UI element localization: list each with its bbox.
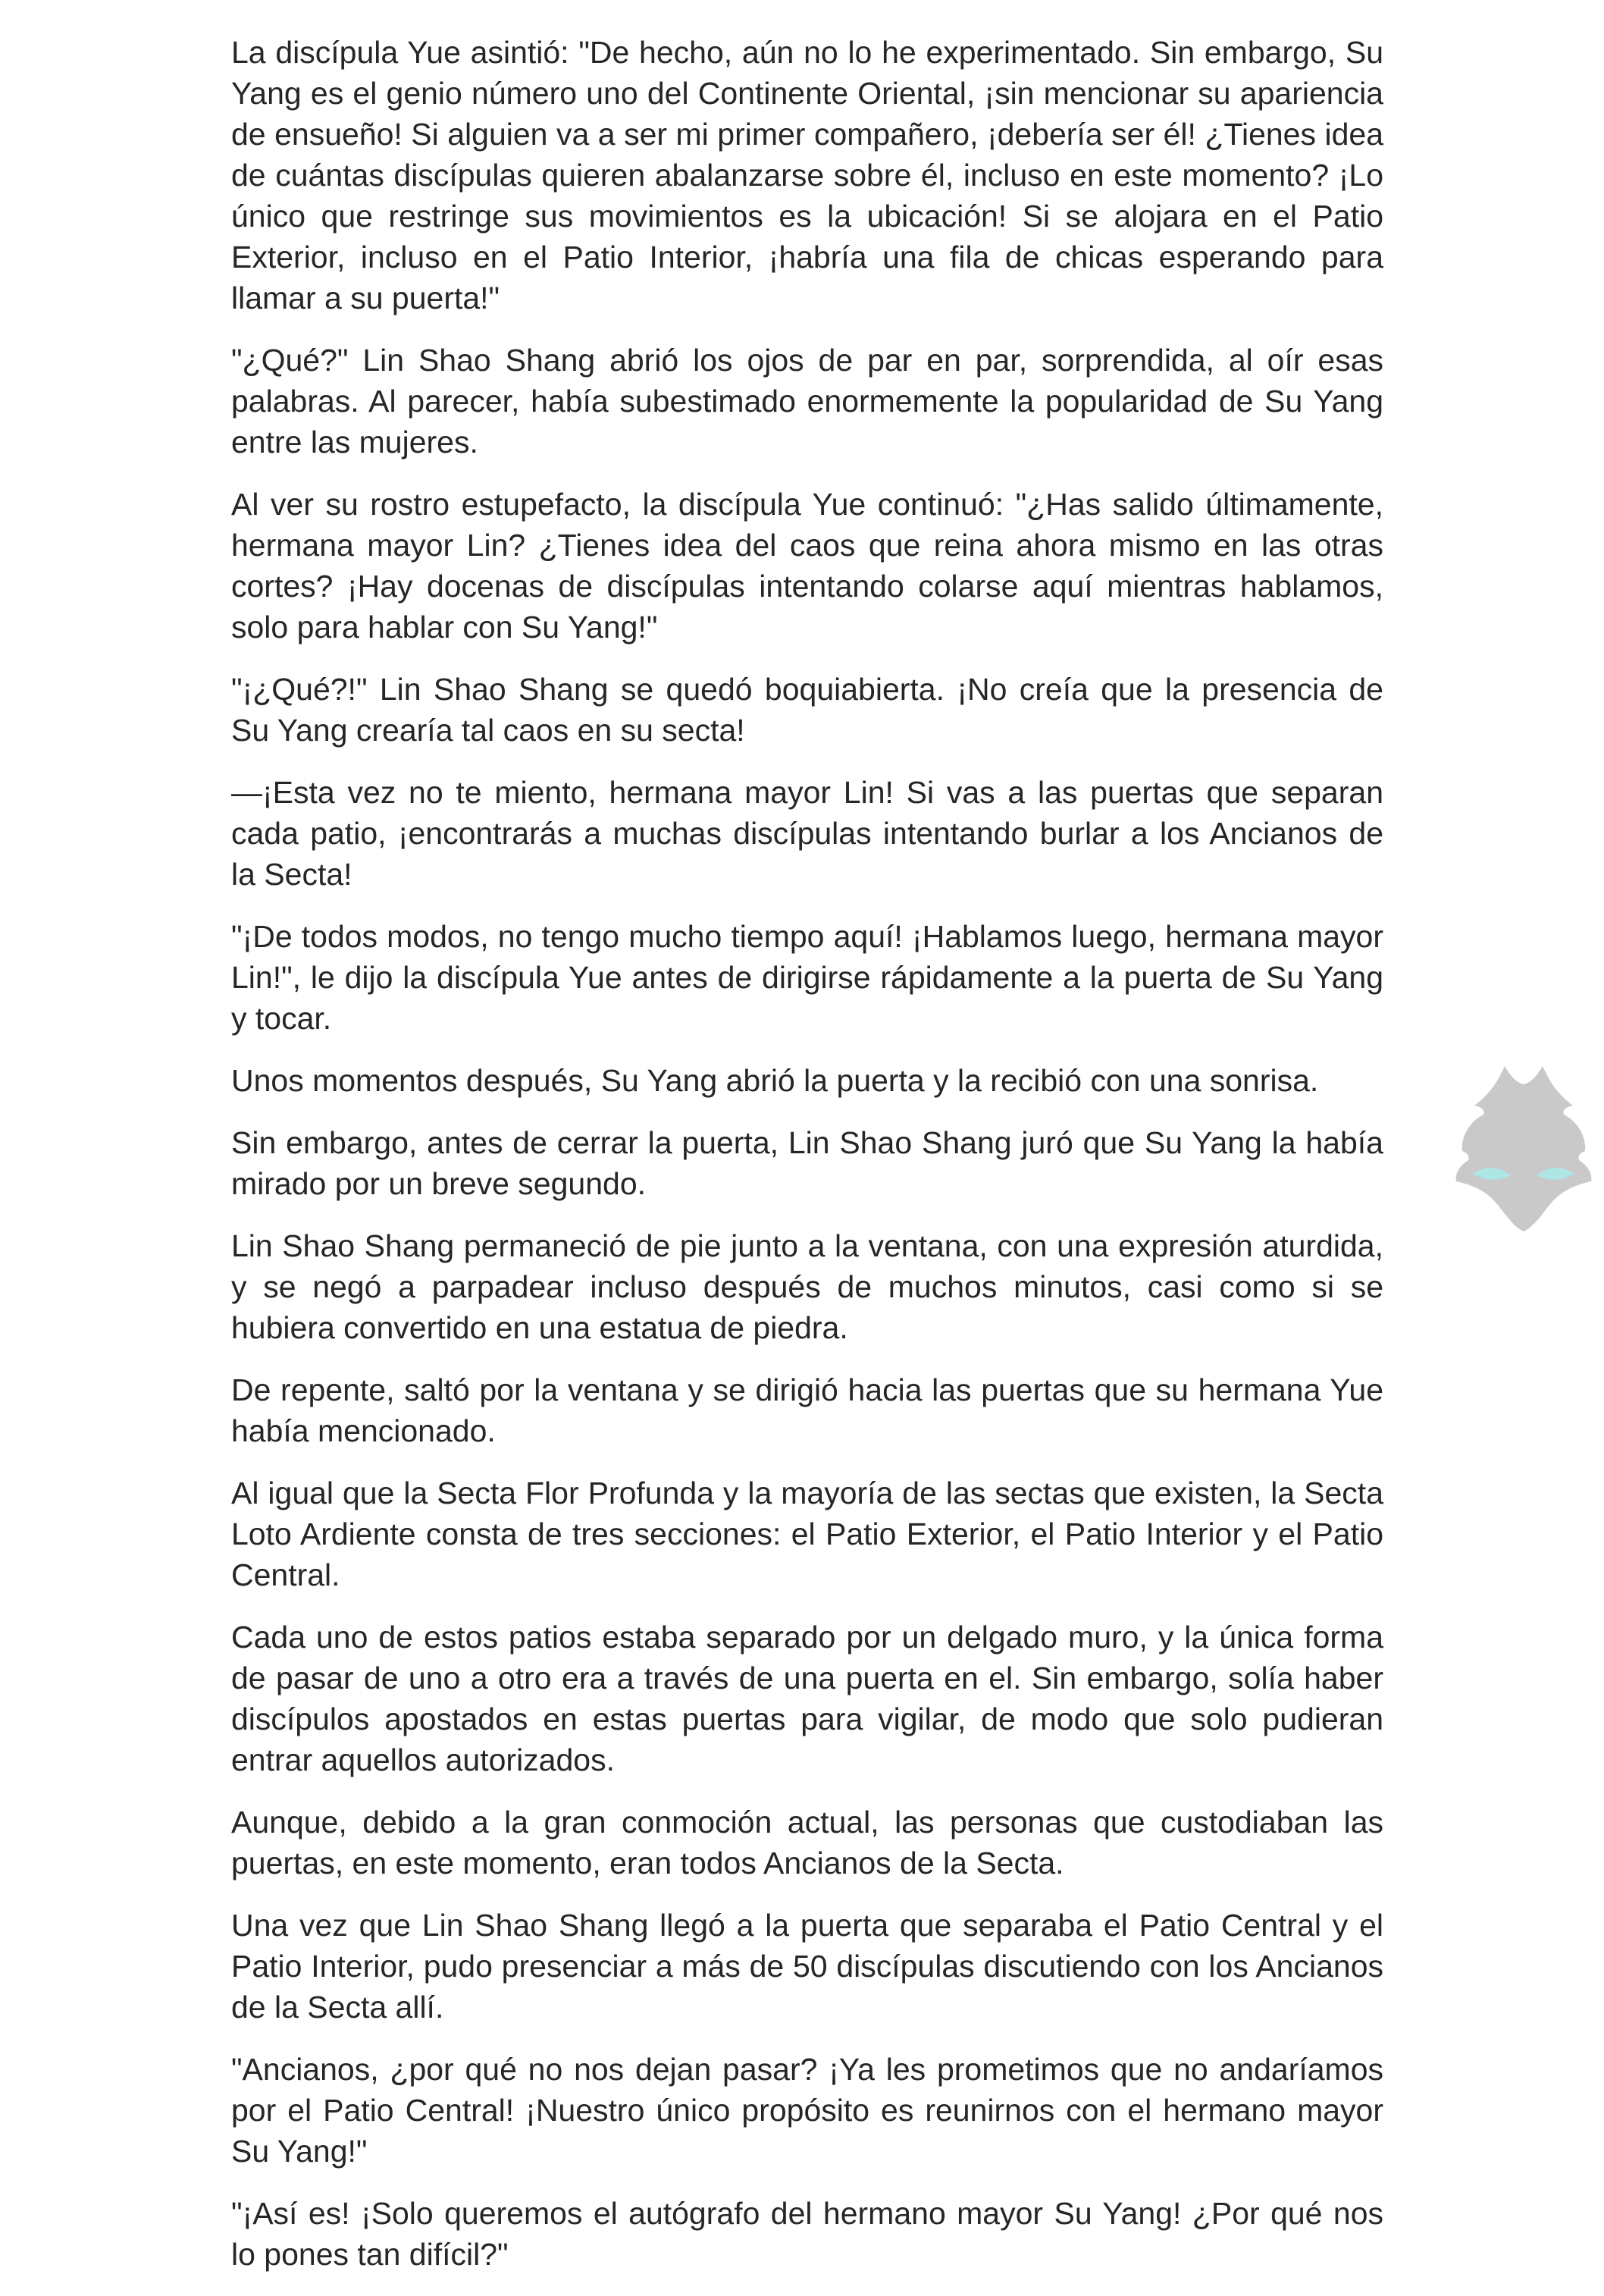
- paragraph-14: Una vez que Lin Shao Shang llegó a la puerta que separaba el Patio Central y el Patio Interior, pudo presenciar a más de 50 discípulas discutiendo con los Ancianos de la Secta allí.: [231, 1908, 1383, 2025]
- paragraph-10: De repente, saltó por la ventana y se dirigió hacia las puertas que su hermana Yue había mencionado.: [231, 1372, 1383, 1448]
- paragraph-9: Lin Shao Shang permaneció de pie junto a la ventana, con una expresión aturdida, y se negó a parpadear incluso después de muchos minutos, casi como si se hubiera convertido en una estatua de piedra.: [231, 1228, 1383, 1345]
- paragraph-13: Aunque, debido a la gran conmoción actual, las personas que custodiaban las puertas, en este momento, eran todos Ancianos de la Secta.: [231, 1805, 1383, 1880]
- demon-head-icon: [1452, 1060, 1596, 1234]
- paragraph-4: "¡¿Qué?!" Lin Shao Shang se quedó boquiabierta. ¡No creía que la presencia de Su Yang crearía tal caos en su secta!: [231, 672, 1383, 748]
- paragraph-3: Al ver su rostro estupefacto, la discípula Yue continuó: "¿Has salido últimamente, hermana mayor Lin? ¿Tienes idea del caos que reina ahora mismo en las otras cortes? ¡Hay docenas de discípulas intentando colarse aquí mientras hablamos, solo para hablar con Su Yang!": [231, 487, 1383, 645]
- paragraph-15: "Ancianos, ¿por qué no nos dejan pasar? ¡Ya les prometimos que no andaríamos por el Patio Central! ¡Nuestro único propósito es reunirnos con el hermano mayor Su Yang!": [231, 2052, 1383, 2169]
- paragraph-11: Al igual que la Secta Flor Profunda y la mayoría de las sectas que existen, la Secta Loto Ardiente consta de tres secciones: el Patio Exterior, el Patio Interior y el Patio Central.: [231, 1476, 1383, 1592]
- paragraph-12: Cada uno de estos patios estaba separado por un delgado muro, y la única forma de pasar de uno a otro era a través de una puerta en el. Sin embargo, solía haber discípulos apostados en estas puertas para vigilar, de modo que solo pudieran entrar aquellos autorizados.: [231, 1620, 1383, 1777]
- paragraph-5: —¡Esta vez no te miento, hermana mayor Lin! Si vas a las puertas que separan cada patio, ¡encontrarás a muchas discípulas intentando burlar a los Ancianos de la Secta!: [231, 775, 1383, 892]
- paragraph-16: "¡Así es! ¡Solo queremos el autógrafo del hermano mayor Su Yang! ¿Por qué nos lo pones tan difícil?": [231, 2196, 1383, 2272]
- paragraph-2: "¿Qué?" Lin Shao Shang abrió los ojos de par en par, sorprendida, al oír esas palabras. Al parecer, había subestimado enormemente la popularidad de Su Yang entre las mujeres.: [231, 343, 1383, 460]
- paragraph-7: Unos momentos después, Su Yang abrió la puerta y la recibió con una sonrisa.: [231, 1063, 1319, 1098]
- paragraph-8: Sin embargo, antes de cerrar la puerta, Lin Shao Shang juró que Su Yang la había mirado por un breve segundo.: [231, 1125, 1383, 1201]
- paragraph-6: "¡De todos modos, no tengo mucho tiempo aquí! ¡Hablamos luego, hermana mayor Lin!", le dijo la discípula Yue antes de dirigirse rápidamente a la puerta de Su Yang y tocar.: [231, 919, 1383, 1036]
- watermark-head-shape: [1456, 1066, 1592, 1231]
- paragraph-1: La discípula Yue asintió: "De hecho, aún no lo he experimentado. Sin embargo, Su Yang es el genio número uno del Continente Oriental, ¡sin mencionar su apariencia de ensueño! Si alguien va a ser mi primer compañero, ¡debería ser él! ¿Tienes idea de cuántas discípulas quieren abalanzarse sobre él, incluso en este momento? ¡Lo único que restringe sus movimientos es la ubicación! Si se alojara en el Patio Exterior, incluso en el Patio Interior, ¡habría una fila de chicas esperando para llamar a su puerta!": [231, 35, 1383, 315]
- document-body: [231, 32, 1383, 2296]
